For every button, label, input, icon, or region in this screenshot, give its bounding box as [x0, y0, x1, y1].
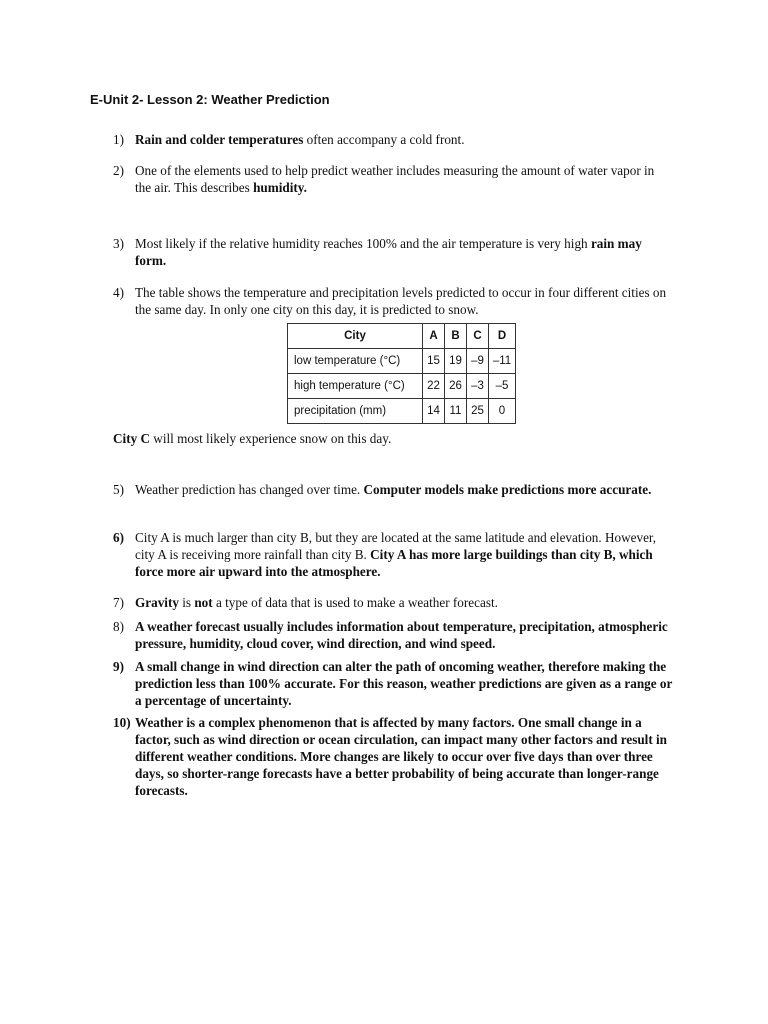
question-number: 7)	[113, 595, 124, 610]
question-text: The table shows the temperature and precipitation levels predicted to occur in four different cities on the same day. In only one city on this day, it is predicted to snow.	[135, 285, 667, 317]
question-text: One of the elements used to help predict weather includes measuring the amount of water vapor in the air. This describes	[135, 163, 655, 195]
table-cell: 19	[445, 349, 467, 374]
question-4	[113, 284, 673, 318]
table-cell: high temperature (°C)	[288, 374, 423, 399]
answer-text: rain may form.	[135, 236, 642, 268]
answer-text: A weather forecast usually includes information about temperature, precipitation, atmospheric pressure, humidity, cloud cover, wind direction, and wind speed.	[135, 619, 668, 651]
question-6	[113, 529, 673, 580]
table-header-cell: D	[489, 324, 516, 349]
table-cell: precipitation (mm)	[288, 399, 423, 424]
table-cell: 26	[445, 374, 467, 399]
question-number: 4)	[113, 285, 124, 300]
table-cell: 0	[489, 399, 516, 424]
question-text: City A is much larger than city B, but they are located at the same latitude and elevation. However, city A is receiving more rainfall than city B.	[135, 530, 657, 562]
question-number: 6)	[113, 530, 124, 545]
table-header-cell: C	[467, 324, 489, 349]
question-1	[113, 131, 673, 148]
answer-text: not	[194, 595, 213, 610]
answer-text: Computer models make predictions more accurate.	[363, 482, 652, 497]
answer-text: City C	[113, 431, 150, 446]
answer-4	[113, 431, 391, 447]
question-9	[113, 658, 673, 709]
question-7	[113, 594, 673, 611]
table-header-cell: A	[423, 324, 445, 349]
question-text: often accompany a cold front.	[303, 132, 465, 147]
table-cell: 11	[445, 399, 467, 424]
table-cell: –11	[489, 349, 516, 374]
table-header-row	[288, 324, 516, 349]
question-8	[113, 618, 673, 652]
table-row	[288, 374, 516, 399]
table-header-cell: B	[445, 324, 467, 349]
question-number: 3)	[113, 236, 124, 251]
question-text: Most likely if the relative humidity reaches 100% and the air temperature is very high	[135, 236, 591, 251]
question-number: 1)	[113, 132, 124, 147]
question-text: Weather prediction has changed over time.	[135, 482, 364, 497]
question-text: a type of data that is used to make a weather forecast.	[212, 595, 498, 610]
answer-text: Weather is a complex phenomenon that is affected by many factors. One small change in a factor, such as wind direction or ocean circulation, can impact many other factors and result in different weather conditions. More changes are likely to occur over five days than over three days, so shorter-range forecasts have a better probability of being accurate than longer-range forecasts.	[135, 715, 668, 798]
table-cell: –9	[467, 349, 489, 374]
question-10	[113, 714, 673, 799]
table-cell: –5	[489, 374, 516, 399]
question-2	[113, 162, 673, 196]
weather-table	[287, 323, 516, 424]
table-cell: 14	[423, 399, 445, 424]
answer-text: A small change in wind direction can alter the path of oncoming weather, therefore making the prediction less than 100% accurate. For this reason, weather predictions are given as a range or a percentage of uncertainty.	[135, 659, 673, 708]
table-header-cell: City	[288, 324, 423, 349]
answer-text: City A has more large buildings than city B, which force more air upward into the atmosphere.	[135, 547, 653, 579]
table-cell: 22	[423, 374, 445, 399]
table-row	[288, 399, 516, 424]
question-number: 8)	[113, 619, 124, 634]
answer-text: Rain and colder temperatures	[135, 132, 304, 147]
table-cell: low temperature (°C)	[288, 349, 423, 374]
answer-text: humidity.	[253, 180, 307, 195]
table-row	[288, 349, 516, 374]
question-text: is	[178, 595, 195, 610]
page-title: E-Unit 2- Lesson 2: Weather Prediction	[90, 92, 330, 107]
table-cell: –3	[467, 374, 489, 399]
question-number: 10)	[113, 715, 131, 730]
question-5	[113, 481, 673, 498]
question-3	[113, 235, 673, 269]
question-number: 2)	[113, 163, 124, 178]
question-number: 9)	[113, 659, 124, 674]
table-cell: 15	[423, 349, 445, 374]
answer-text: Gravity	[135, 595, 179, 610]
table-cell: 25	[467, 399, 489, 424]
answer-suffix: will most likely experience snow on this day.	[150, 431, 392, 446]
question-number: 5)	[113, 482, 124, 497]
